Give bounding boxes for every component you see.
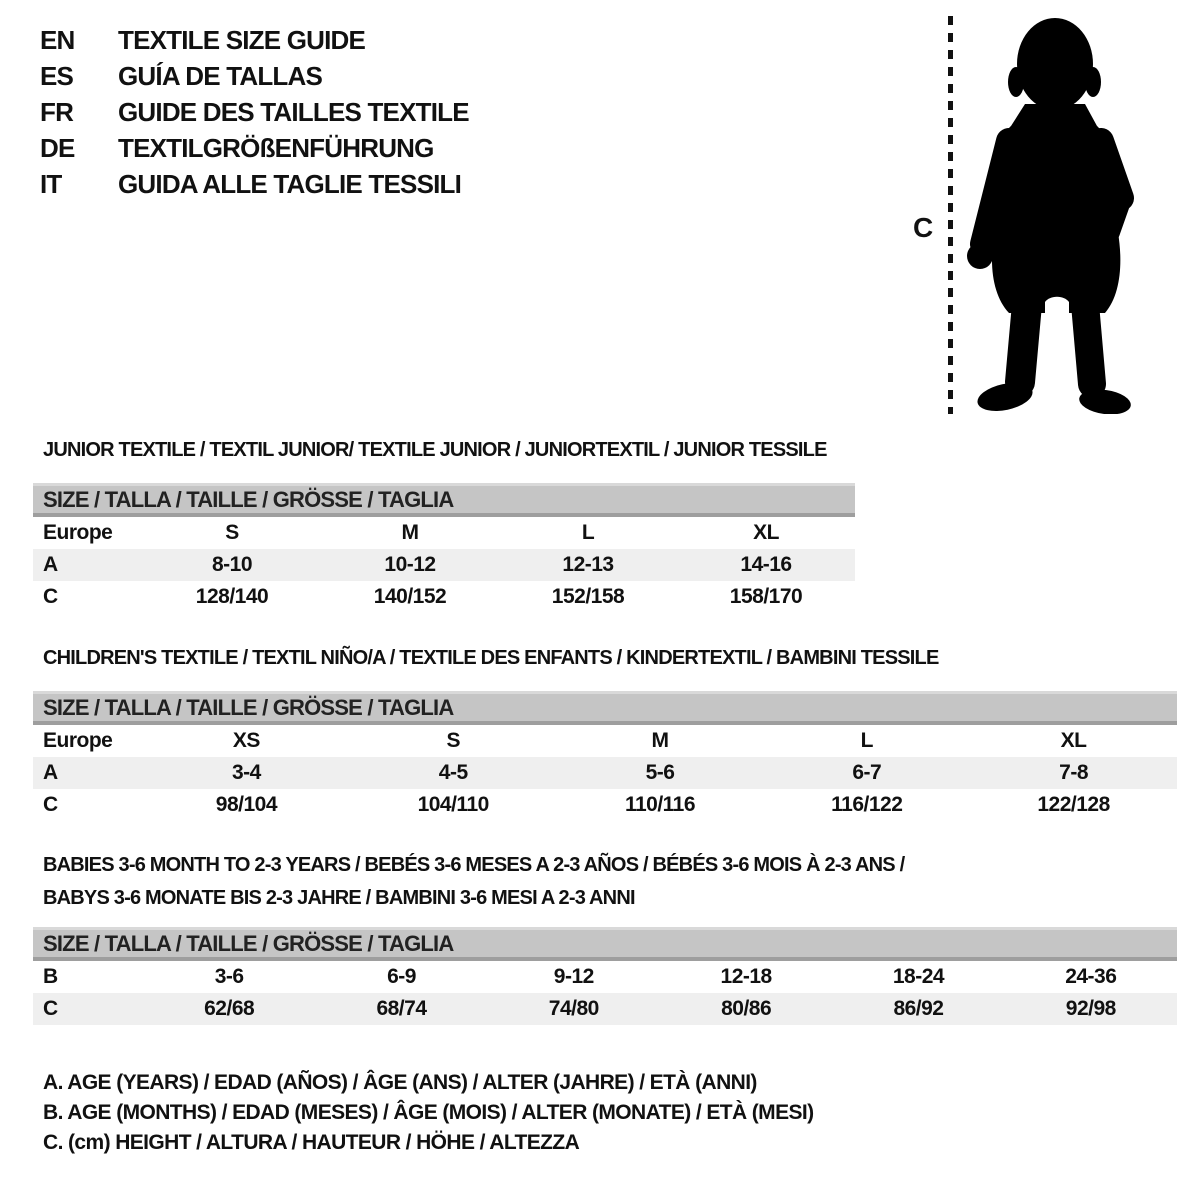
value-cell: 10-12 (321, 549, 499, 581)
section-heading: CHILDREN'S TEXTILE / TEXTIL NIÑO/A / TEXTILE DES ENFANTS / KINDERTEXTIL / BAMBINI TESSILE (43, 647, 939, 669)
table-row (33, 757, 1177, 789)
row-label-cell: Europe (43, 729, 113, 752)
language-row-it (40, 166, 469, 202)
value-cell: 5-6 (557, 757, 764, 789)
guide-title: TEXTILGRÖßENFÜHRUNG (118, 133, 434, 163)
guide-title: GUIDE DES TAILLES TEXTILE (118, 97, 469, 127)
legend-line-b: B. AGE (MONTHS) / EDAD (MESES) / ÂGE (MOIS) / ALTER (MONATE) / ETÀ (MESI) (43, 1101, 814, 1124)
table-row (33, 789, 1177, 821)
section-heading-line1: BABIES 3-6 MONTH TO 2-3 YEARS / BEBÉS 3-6 MESES A 2-3 AÑOS / BÉBÉS 3-6 MOIS À 2-3 ANS / (43, 854, 905, 876)
value-cell: 8-10 (143, 549, 321, 581)
measurement-legend (43, 1068, 814, 1158)
value-cell: 104/110 (417, 793, 489, 816)
guide-title: TEXTILE SIZE GUIDE (118, 25, 366, 55)
value-cell: S (225, 521, 239, 544)
value-cell: 9-12 (553, 965, 594, 988)
table-row (33, 723, 1177, 757)
row-label-cell: A (33, 757, 143, 789)
value-cell: 80/86 (660, 993, 832, 1025)
value-cell: 7-8 (970, 757, 1177, 789)
value-cell: 12-13 (499, 549, 677, 581)
height-measure-dashed-line (948, 16, 953, 414)
value-cell: 12-18 (720, 965, 772, 988)
junior-size-table (33, 483, 855, 613)
value-cell: 18-24 (892, 965, 945, 988)
table-row (33, 515, 855, 549)
language-title-block (40, 22, 469, 202)
table-row (33, 549, 855, 581)
value-cell: 128/140 (195, 585, 269, 608)
babies-size-table (33, 927, 1177, 1025)
language-row-fr (40, 94, 469, 130)
row-label-cell: C (33, 993, 143, 1025)
section-babies-textile (33, 849, 1177, 1025)
guide-title: GUIDA ALLE TAGLIE TESSILI (118, 169, 462, 199)
value-cell: 14-16 (677, 549, 855, 581)
value-cell: 24-36 (1065, 965, 1117, 988)
legend-line-c: C. (cm) HEIGHT / ALTURA / HAUTEUR / HÖHE / ALTEZZA (43, 1131, 580, 1154)
value-cell: L (860, 729, 873, 752)
language-row-en (40, 22, 469, 58)
value-cell: 62/68 (143, 993, 315, 1025)
value-cell: 6-9 (387, 965, 416, 988)
row-label-cell: A (33, 549, 143, 581)
section-heading: JUNIOR TEXTILE / TEXTIL JUNIOR/ TEXTILE JUNIOR / JUNIORTEXTIL / JUNIOR TESSILE (43, 439, 827, 461)
value-cell: 68/74 (315, 993, 487, 1025)
value-cell: XS (232, 729, 260, 752)
height-measure-label: C (913, 212, 934, 243)
value-cell: 92/98 (1005, 993, 1177, 1025)
row-label-cell: C (43, 793, 58, 816)
value-cell: L (581, 521, 595, 544)
guide-title: GUÍA DE TALLAS (118, 61, 323, 91)
language-row-es (40, 58, 469, 94)
value-cell: M (401, 521, 419, 544)
language-row-de (40, 130, 469, 166)
table-row (33, 581, 855, 613)
section-heading-line2: BABYS 3-6 MONATE BIS 2-3 JAHRE / BAMBINI 3-6 MESI A 2-3 ANNI (43, 887, 635, 909)
row-label-cell: C (43, 585, 58, 608)
size-header-bar: SIZE / TALLA / TAILLE / GRÖSSE / TAGLIA (33, 485, 855, 516)
value-cell: 98/104 (215, 793, 278, 816)
value-cell: 86/92 (832, 993, 1004, 1025)
toddler-silhouette-image (965, 16, 1137, 414)
legend-line-a: A. AGE (YEARS) / EDAD (AÑOS) / ÂGE (ANS) / ALTER (JAHRE) / ETÀ (ANNI) (43, 1071, 757, 1094)
language-code: IT (40, 169, 62, 199)
value-cell: 158/170 (729, 585, 803, 608)
value-cell: 122/128 (1037, 793, 1110, 816)
value-cell: S (446, 729, 460, 752)
children-size-table (33, 691, 1177, 821)
value-cell: 152/158 (551, 585, 625, 608)
size-header-bar: SIZE / TALLA / TAILLE / GRÖSSE / TAGLIA (33, 693, 1177, 724)
value-cell: XL (753, 521, 779, 544)
language-code: FR (40, 97, 74, 127)
value-cell: M (651, 729, 669, 752)
section-junior-textile (33, 438, 855, 613)
section-childrens-textile (33, 646, 1177, 821)
table-row (33, 993, 1177, 1025)
section-heading-wrap (33, 849, 1177, 915)
value-cell: 110/116 (624, 793, 696, 816)
language-code: EN (40, 25, 75, 55)
value-cell: 4-5 (350, 757, 557, 789)
size-header-bar: SIZE / TALLA / TAILLE / GRÖSSE / TAGLIA (33, 929, 1177, 960)
value-cell: 74/80 (488, 993, 660, 1025)
row-label-cell: B (43, 965, 58, 988)
table-row (33, 959, 1177, 993)
value-cell: 6-7 (763, 757, 970, 789)
value-cell: XL (1060, 729, 1087, 752)
value-cell: 3-4 (143, 757, 350, 789)
value-cell: 140/152 (373, 585, 447, 608)
language-code: ES (40, 61, 74, 91)
value-cell: 3-6 (214, 965, 244, 988)
value-cell: 116/122 (831, 793, 903, 816)
row-label-cell: Europe (43, 521, 113, 544)
language-code: DE (40, 133, 75, 163)
